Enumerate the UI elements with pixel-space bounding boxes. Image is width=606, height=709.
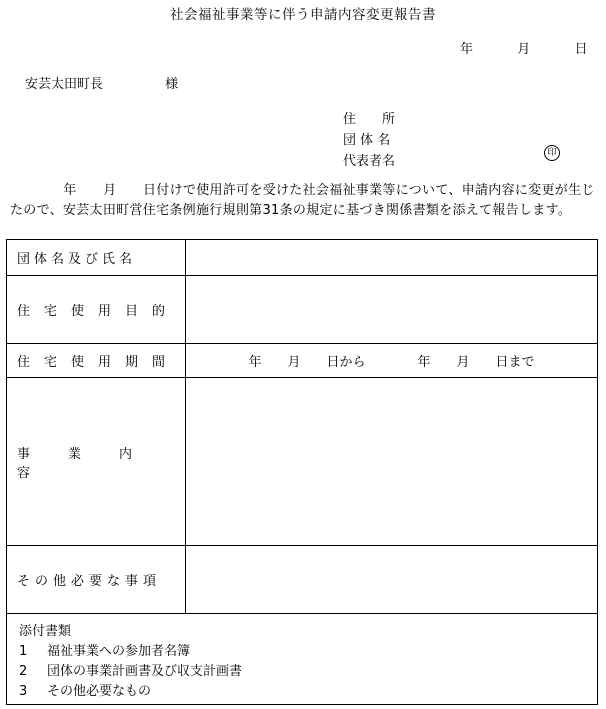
row-label-other: その他必要な事項 — [7, 546, 186, 614]
list-item: 1 福祉事業への参加者名簿 — [19, 644, 191, 659]
row-label-period: 住宅使用期間 — [7, 344, 186, 378]
report-form-table — [6, 239, 598, 614]
addressee-honorific: 様 — [165, 77, 179, 92]
row-value-business[interactable] — [186, 378, 598, 546]
row-value-group-name[interactable] — [186, 240, 598, 276]
address-label: 住 所 — [343, 112, 396, 127]
row-value-purpose[interactable] — [186, 276, 598, 344]
row-value-other[interactable] — [186, 546, 598, 614]
representative-label: 代表者名 — [343, 154, 396, 169]
table-row — [7, 240, 598, 276]
table-row — [7, 546, 598, 614]
date-year: 年 — [460, 42, 474, 57]
applicant-block — [343, 109, 395, 172]
seal-mark: 印 — [544, 145, 560, 161]
row-label-group-name: 団体名及び氏名 — [7, 240, 186, 276]
date-month: 月 — [517, 42, 531, 57]
row-value-period[interactable]: 年 月 日から 年 月 日まで — [186, 344, 598, 378]
addressee — [25, 73, 178, 92]
row-label-purpose: 住宅使用目的 — [7, 276, 186, 344]
table-row — [7, 276, 598, 344]
body-paragraph: 年 月 日付けで使用許可を受けた社会福祉事業等について、申請内容に変更が生じたので、安芸太田町営住宅条例施行規則第31条の規定に基づき関係書類を添えて報告します。 — [10, 183, 595, 218]
attachments-heading: 添付書類 — [19, 624, 72, 639]
row-label-business: 事業内容 — [7, 378, 186, 546]
table-row — [7, 378, 598, 546]
attachments-box — [6, 612, 598, 705]
date-day: 日 — [574, 42, 588, 57]
date-line — [460, 38, 588, 57]
table-row — [7, 344, 598, 378]
list-item: 3 その他必要なもの — [19, 684, 152, 699]
document-title: 社会福祉事業等に伴う申請内容変更報告書 — [170, 7, 436, 23]
addressee-name: 安芸太田町長 — [25, 77, 104, 92]
group-name-label: 団 体 名 — [343, 133, 391, 148]
list-item: 2 団体の事業計画書及び収支計画書 — [19, 664, 243, 679]
